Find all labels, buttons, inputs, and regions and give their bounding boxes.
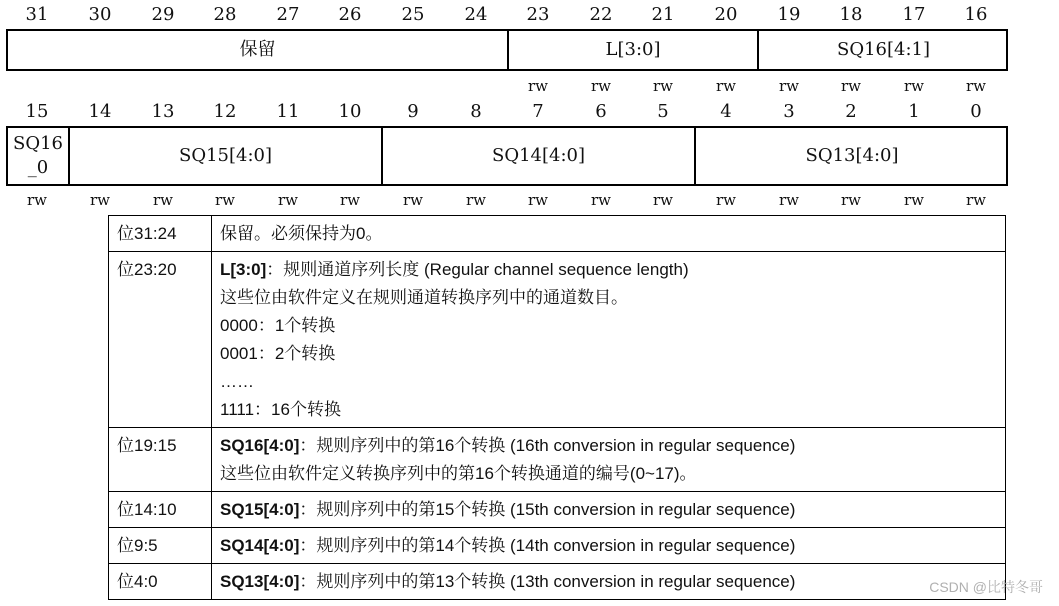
bits-cell: 位23:20 <box>109 252 212 428</box>
sq16-bit0-field <box>8 128 70 184</box>
description-line: SQ14[4:0]：规则序列中的第14个转换 (14th conversion in regular sequence) <box>220 536 796 555</box>
access-label: rw <box>214 191 235 209</box>
access-label: rw <box>527 77 548 95</box>
description-cell <box>212 564 1006 600</box>
sq16-bit0-label-line2: _0 <box>27 157 49 178</box>
bit-number: 4 <box>720 101 732 122</box>
table-row <box>109 492 1006 528</box>
description-cell <box>212 216 1006 252</box>
access-label: rw <box>339 191 360 209</box>
description-cell <box>212 528 1006 564</box>
description-line: 1111：16个转换 <box>220 400 341 419</box>
table-row <box>109 428 1006 492</box>
bit-number: 29 <box>151 4 175 25</box>
l-field: L[3:0] <box>509 31 759 69</box>
bit-number: 14 <box>88 101 112 122</box>
access-label: rw <box>652 191 673 209</box>
bits-cell: 位9:5 <box>109 528 212 564</box>
bits-cell: 位19:15 <box>109 428 212 492</box>
bit-number: 9 <box>407 101 419 122</box>
bit-number: 30 <box>88 4 112 25</box>
bit-number: 21 <box>651 4 675 25</box>
watermark: CSDN @比特冬哥 <box>929 579 1043 595</box>
access-label: rw <box>402 191 423 209</box>
lower-register-fields <box>6 126 1008 186</box>
bit-number: 11 <box>276 101 300 122</box>
bit-number: 12 <box>213 101 237 122</box>
bit-number: 18 <box>839 4 863 25</box>
access-label: rw <box>527 191 548 209</box>
access-label: rw <box>26 191 47 209</box>
bits-cell: 位14:10 <box>109 492 212 528</box>
bit-number: 15 <box>25 101 49 122</box>
description-line: SQ16[4:0]：规则序列中的第16个转换 (16th conversion in regular sequence) <box>220 436 796 455</box>
bit-number: 27 <box>276 4 300 25</box>
description-line: …… <box>220 372 254 391</box>
bit-number: 2 <box>845 101 857 122</box>
bit-number: 16 <box>964 4 988 25</box>
access-label: rw <box>89 191 110 209</box>
access-label: rw <box>465 191 486 209</box>
access-label: rw <box>965 77 986 95</box>
field-name: SQ15[4:0] <box>220 500 300 519</box>
sq13-field: SQ13[4:0] <box>805 145 899 166</box>
description-line: 0000：1个转换 <box>220 316 336 335</box>
bit-number: 24 <box>464 4 488 25</box>
bit-number: 10 <box>338 101 362 122</box>
table-row <box>109 564 1006 600</box>
access-label: rw <box>965 191 986 209</box>
upper-register-fields <box>6 29 1008 71</box>
bit-number: 19 <box>777 4 801 25</box>
access-label: rw <box>715 77 736 95</box>
bit-number: 13 <box>151 101 175 122</box>
field-name: SQ14[4:0] <box>220 536 300 555</box>
bit-number: 26 <box>338 4 362 25</box>
bit-number: 3 <box>783 101 795 122</box>
description-line: 保留。必须保持为0。 <box>220 224 383 243</box>
access-label: rw <box>590 191 611 209</box>
field-name: SQ13[4:0] <box>220 572 300 591</box>
table-row <box>109 216 1006 252</box>
description-line: SQ13[4:0]：规则序列中的第13个转换 (13th conversion in regular sequence) <box>220 572 796 591</box>
bit-number: 5 <box>657 101 669 122</box>
sq14-field: SQ14[4:0] <box>383 128 696 184</box>
description-line: 0001：2个转换 <box>220 344 336 363</box>
description-cell <box>212 492 1006 528</box>
access-label: rw <box>778 77 799 95</box>
bit-number: 8 <box>470 101 482 122</box>
clipped-text-fragment <box>206 598 406 606</box>
bit-number: 7 <box>532 101 544 122</box>
access-label: rw <box>903 77 924 95</box>
bits-cell: 位4:0 <box>109 564 212 600</box>
description-line: 这些位由软件定义在规则通道转换序列中的通道数目。 <box>220 288 628 307</box>
access-label: rw <box>590 77 611 95</box>
access-label: rw <box>715 191 736 209</box>
reserved-field: 保留 <box>8 31 509 69</box>
bit-number: 1 <box>908 101 920 122</box>
description-cell <box>212 252 1006 428</box>
access-label: rw <box>840 77 861 95</box>
access-label: rw <box>903 191 924 209</box>
field-name: SQ16[4:0] <box>220 436 300 455</box>
bit-number: 6 <box>595 101 607 122</box>
sq16-bit0-label-line1: SQ16 <box>13 133 63 154</box>
access-label: rw <box>840 191 861 209</box>
bit-number: 0 <box>970 101 982 122</box>
access-label: rw <box>778 191 799 209</box>
access-label: rw <box>152 191 173 209</box>
bit-number: 25 <box>401 4 425 25</box>
field-name: L[3:0] <box>220 260 267 279</box>
bit-number: 28 <box>213 4 237 25</box>
bit-description-table <box>108 215 1006 600</box>
sq16-high-field: SQ16[4:1] <box>836 39 930 60</box>
table-row <box>109 252 1006 428</box>
bits-cell: 位31:24 <box>109 216 212 252</box>
description-line: 这些位由软件定义转换序列中的第16个转换通道的编号(0~17)。 <box>220 464 697 483</box>
access-label: rw <box>652 77 673 95</box>
description-cell <box>212 428 1006 492</box>
bit-number: 17 <box>902 4 926 25</box>
bit-number: 20 <box>714 4 738 25</box>
table-row <box>109 528 1006 564</box>
sq15-field: SQ15[4:0] <box>70 128 383 184</box>
bit-number: 31 <box>25 4 49 25</box>
description-line: SQ15[4:0]：规则序列中的第15个转换 (15th conversion in regular sequence) <box>220 500 796 519</box>
bit-number: 22 <box>589 4 613 25</box>
access-label: rw <box>277 191 298 209</box>
description-line: L[3:0]：规则通道序列长度 (Regular channel sequence length) <box>220 260 689 279</box>
bit-number: 23 <box>526 4 550 25</box>
